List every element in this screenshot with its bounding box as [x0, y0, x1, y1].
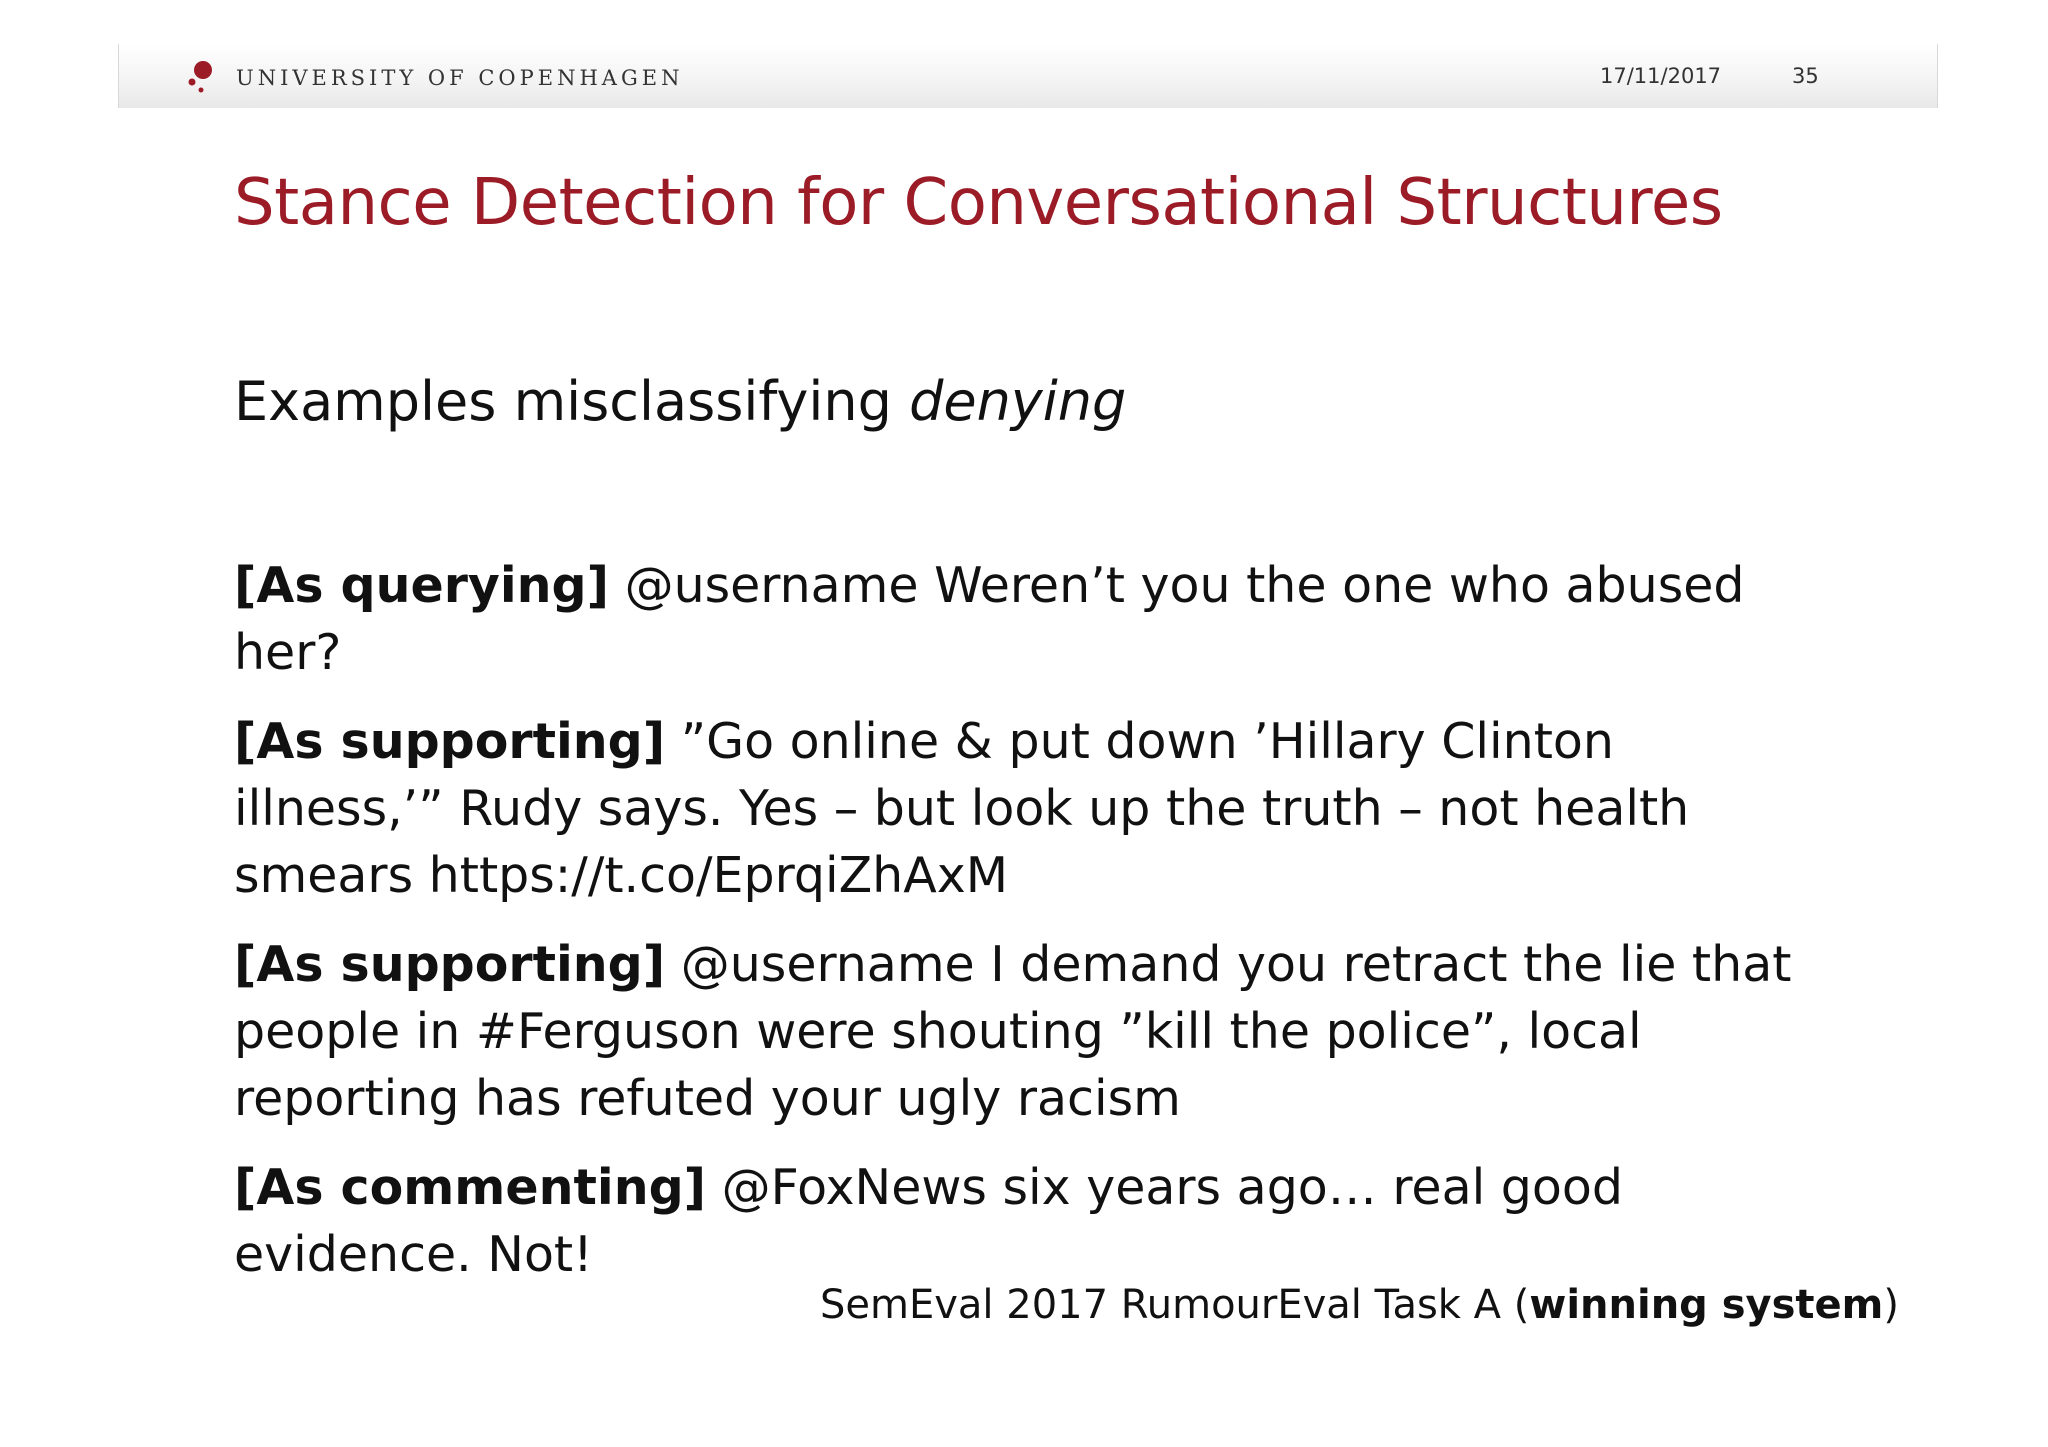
example-text: @FoxNews six years ago… real good evidence. Not!: [234, 1159, 1623, 1283]
university-name: UNIVERSITY OF COPENHAGEN: [236, 66, 684, 90]
subtitle-prefix: Examples misclassifying: [234, 370, 910, 433]
example-label: [As supporting]: [234, 713, 666, 770]
example-label: [As commenting]: [234, 1159, 707, 1216]
source-citation: [820, 1282, 1899, 1328]
example-item: [234, 931, 1834, 1132]
slide-subtitle: [234, 370, 1126, 433]
source-bold: winning system: [1529, 1282, 1884, 1328]
example-item: [234, 1154, 1834, 1288]
subtitle-emphasis: denying: [909, 370, 1127, 433]
university-seal-icon: [186, 58, 214, 98]
example-text: @username Weren’t you the one who abused her?: [234, 557, 1745, 681]
example-item: [234, 708, 1834, 909]
example-label: [As querying]: [234, 557, 609, 614]
examples-list: [234, 552, 1834, 1310]
example-item: [234, 552, 1834, 686]
slide-date: 17/11/2017: [1600, 64, 1722, 88]
example-text: ”Go online & put down ’Hillary Clinton illness,’” Rudy says. Yes – but look up the truth – not health smears https://t.co/EprqiZhAxM: [234, 713, 1690, 904]
slide-title: Stance Detection for Conversational Structures: [234, 166, 1723, 240]
source-suffix: ): [1883, 1282, 1899, 1328]
slide-number: 35: [1792, 64, 1819, 88]
example-label: [As supporting]: [234, 936, 666, 993]
source-prefix: SemEval 2017 RumourEval Task A (: [820, 1282, 1530, 1328]
example-text: @username I demand you retract the lie that people in #Ferguson were shouting ”kill the police”, local reporting has refuted your ugly racism: [234, 936, 1792, 1127]
